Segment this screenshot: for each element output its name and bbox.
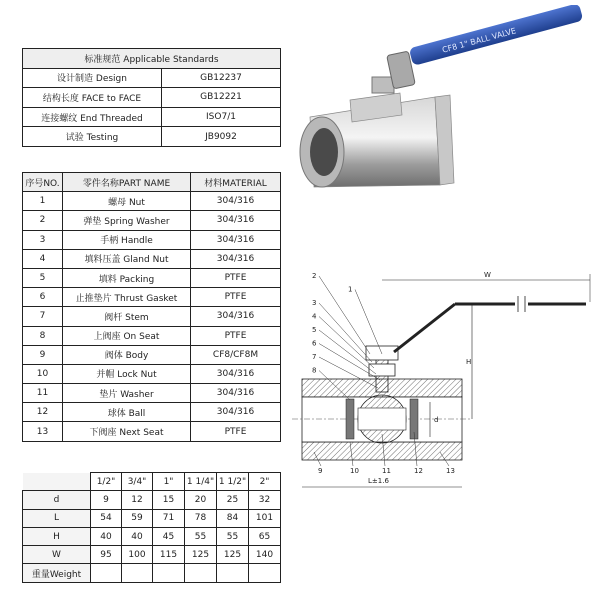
dimension-value: 101 bbox=[249, 509, 281, 527]
callout-label: 1 bbox=[348, 285, 353, 294]
part-no: 12 bbox=[23, 403, 63, 422]
parts-row bbox=[23, 230, 281, 249]
callout-label: 4 bbox=[312, 312, 317, 321]
dimension-row bbox=[23, 527, 281, 545]
dimension-value: 59 bbox=[122, 509, 153, 527]
seat-left bbox=[346, 399, 354, 439]
dimension-value: 15 bbox=[153, 491, 185, 509]
part-no: 2 bbox=[23, 211, 63, 230]
dimension-value: 40 bbox=[91, 527, 122, 545]
parts-row bbox=[23, 384, 281, 403]
callout-label: 8 bbox=[312, 366, 317, 375]
handle-arm bbox=[394, 304, 455, 352]
dimension-value: 125 bbox=[217, 546, 249, 564]
dimension-value: 115 bbox=[153, 546, 185, 564]
dimension-label: d bbox=[23, 491, 91, 509]
parts-row bbox=[23, 268, 281, 287]
callout-leader bbox=[319, 276, 370, 354]
part-name: 阀体 Body bbox=[63, 345, 191, 364]
part-no: 6 bbox=[23, 288, 63, 307]
callout-label: 2 bbox=[312, 272, 317, 280]
part-name: 弹垫 Spring Washer bbox=[63, 211, 191, 230]
size-header: 1 1/2" bbox=[217, 473, 249, 491]
callout-label: 9 bbox=[318, 467, 323, 475]
part-no: 11 bbox=[23, 384, 63, 403]
dimension-value: 40 bbox=[122, 527, 153, 545]
parts-row bbox=[23, 249, 281, 268]
callout-label: 11 bbox=[382, 467, 391, 475]
handle-text: CF8 1" BALL VALVE bbox=[441, 26, 518, 55]
part-no: 1 bbox=[23, 192, 63, 211]
size-header: 1" bbox=[153, 473, 185, 491]
standard-value: JB9092 bbox=[162, 127, 281, 147]
parts-row bbox=[23, 192, 281, 211]
callout-label: 10 bbox=[350, 467, 359, 475]
standard-value: GB12237 bbox=[162, 68, 281, 88]
part-material: PTFE bbox=[191, 288, 281, 307]
dimension-row bbox=[23, 491, 281, 509]
standards-row bbox=[23, 127, 281, 147]
part-material: 304/316 bbox=[191, 364, 281, 383]
standard-label: 结构长度 FACE to FACE bbox=[23, 88, 162, 108]
dimensions-table bbox=[22, 472, 281, 583]
dimension-value: 100 bbox=[122, 546, 153, 564]
standards-row bbox=[23, 88, 281, 108]
dimension-value: 65 bbox=[249, 527, 281, 545]
parts-row bbox=[23, 326, 281, 345]
parts-row bbox=[23, 307, 281, 326]
dimension-value: 78 bbox=[185, 509, 217, 527]
dimension-row bbox=[23, 509, 281, 527]
parts-table bbox=[22, 172, 281, 442]
lock-nut bbox=[369, 364, 395, 376]
part-no: 13 bbox=[23, 422, 63, 441]
part-material: 304/316 bbox=[191, 403, 281, 422]
callout-label: 7 bbox=[312, 353, 317, 361]
part-name: 上阀座 On Seat bbox=[63, 326, 191, 345]
part-no: 9 bbox=[23, 345, 63, 364]
dimension-value: 25 bbox=[217, 491, 249, 509]
part-name: 手柄 Handle bbox=[63, 230, 191, 249]
parts-row bbox=[23, 422, 281, 441]
dim-w-label: W bbox=[484, 271, 491, 279]
callout-leader bbox=[355, 290, 382, 355]
header-material: 材料MATERIAL bbox=[191, 173, 281, 192]
parts-row bbox=[23, 211, 281, 230]
part-material: CF8/CF8M bbox=[191, 345, 281, 364]
parts-row bbox=[23, 364, 281, 383]
dimension-value bbox=[185, 564, 217, 582]
dimension-value: 12 bbox=[122, 491, 153, 509]
dimension-value: 45 bbox=[153, 527, 185, 545]
part-name: 垫片 Washer bbox=[63, 384, 191, 403]
standards-title: 标准规范 Applicable Standards bbox=[23, 49, 281, 69]
valve-port-inner bbox=[310, 128, 338, 176]
standard-label: 设计制造 Design bbox=[23, 68, 162, 88]
ball-valve-photo bbox=[290, 5, 590, 195]
part-name: 填料 Packing bbox=[63, 268, 191, 287]
part-name: 球体 Ball bbox=[63, 403, 191, 422]
dimension-value: 71 bbox=[153, 509, 185, 527]
dim-d-label: d bbox=[434, 416, 439, 424]
callout-label: 3 bbox=[312, 299, 317, 307]
callout-label: 13 bbox=[446, 467, 455, 475]
standards-row bbox=[23, 68, 281, 88]
part-material: 304/316 bbox=[191, 384, 281, 403]
part-material: 304/316 bbox=[191, 230, 281, 249]
part-no: 7 bbox=[23, 307, 63, 326]
part-material: 304/316 bbox=[191, 307, 281, 326]
part-no: 5 bbox=[23, 268, 63, 287]
part-name: 螺母 Nut bbox=[63, 192, 191, 211]
dimension-value bbox=[217, 564, 249, 582]
part-material: 304/316 bbox=[191, 192, 281, 211]
dimension-value: 95 bbox=[91, 546, 122, 564]
dimension-value: 55 bbox=[217, 527, 249, 545]
part-material: PTFE bbox=[191, 422, 281, 441]
dimension-label: 重量Weight bbox=[23, 564, 91, 582]
header-part-name: 零件名称PART NAME bbox=[63, 173, 191, 192]
standards-row bbox=[23, 107, 281, 127]
dimension-value: 140 bbox=[249, 546, 281, 564]
part-no: 4 bbox=[23, 249, 63, 268]
part-material: PTFE bbox=[191, 326, 281, 345]
part-material: 304/316 bbox=[191, 249, 281, 268]
part-name: 下阀座 Next Seat bbox=[63, 422, 191, 441]
part-no: 10 bbox=[23, 364, 63, 383]
part-material: 304/316 bbox=[191, 211, 281, 230]
size-header: 2" bbox=[249, 473, 281, 491]
dimension-row bbox=[23, 564, 281, 582]
stem-nut bbox=[372, 77, 394, 93]
dimensions-corner bbox=[23, 473, 91, 491]
standard-value: ISO7/1 bbox=[162, 107, 281, 127]
dimension-value bbox=[91, 564, 122, 582]
dimension-value bbox=[122, 564, 153, 582]
part-no: 8 bbox=[23, 326, 63, 345]
size-header: 3/4" bbox=[122, 473, 153, 491]
dimension-value: 9 bbox=[91, 491, 122, 509]
dimension-value: 54 bbox=[91, 509, 122, 527]
callout-label: 6 bbox=[312, 339, 317, 348]
dimension-value bbox=[249, 564, 281, 582]
valve-cross-section-drawing bbox=[290, 262, 595, 498]
part-name: 阀杆 Stem bbox=[63, 307, 191, 326]
gland-nut bbox=[366, 346, 398, 360]
callout-leader bbox=[319, 303, 372, 362]
dimension-label: H bbox=[23, 527, 91, 545]
dimension-row bbox=[23, 546, 281, 564]
standard-label: 试验 Testing bbox=[23, 127, 162, 147]
header-no: 序号NO. bbox=[23, 173, 63, 192]
parts-row bbox=[23, 288, 281, 307]
parts-row bbox=[23, 345, 281, 364]
dimension-value: 20 bbox=[185, 491, 217, 509]
dim-l-label: L±1.6 bbox=[368, 477, 389, 485]
parts-row bbox=[23, 403, 281, 422]
part-material: PTFE bbox=[191, 268, 281, 287]
callout-leader bbox=[319, 317, 374, 369]
part-no: 3 bbox=[23, 230, 63, 249]
dimension-value bbox=[153, 564, 185, 582]
standard-value: GB12221 bbox=[162, 88, 281, 108]
dimension-label: W bbox=[23, 546, 91, 564]
size-header: 1 1/4" bbox=[185, 473, 217, 491]
handle bbox=[409, 5, 584, 66]
dimension-value: 55 bbox=[185, 527, 217, 545]
dimension-value: 125 bbox=[185, 546, 217, 564]
dim-h-label: H bbox=[466, 358, 472, 366]
part-name: 并帽 Lock Nut bbox=[63, 364, 191, 383]
body-section-bottom bbox=[302, 442, 462, 460]
callout-label: 5 bbox=[312, 326, 317, 334]
dimension-value: 84 bbox=[217, 509, 249, 527]
dimension-value: 32 bbox=[249, 491, 281, 509]
standards-table bbox=[22, 48, 281, 147]
part-name: 填料压盖 Gland Nut bbox=[63, 249, 191, 268]
standard-label: 连接螺纹 End Threaded bbox=[23, 107, 162, 127]
part-name: 止推垫片 Thrust Gasket bbox=[63, 288, 191, 307]
dimension-label: L bbox=[23, 509, 91, 527]
ball-port bbox=[358, 408, 406, 430]
callout-label: 12 bbox=[414, 467, 423, 475]
size-header: 1/2" bbox=[91, 473, 122, 491]
